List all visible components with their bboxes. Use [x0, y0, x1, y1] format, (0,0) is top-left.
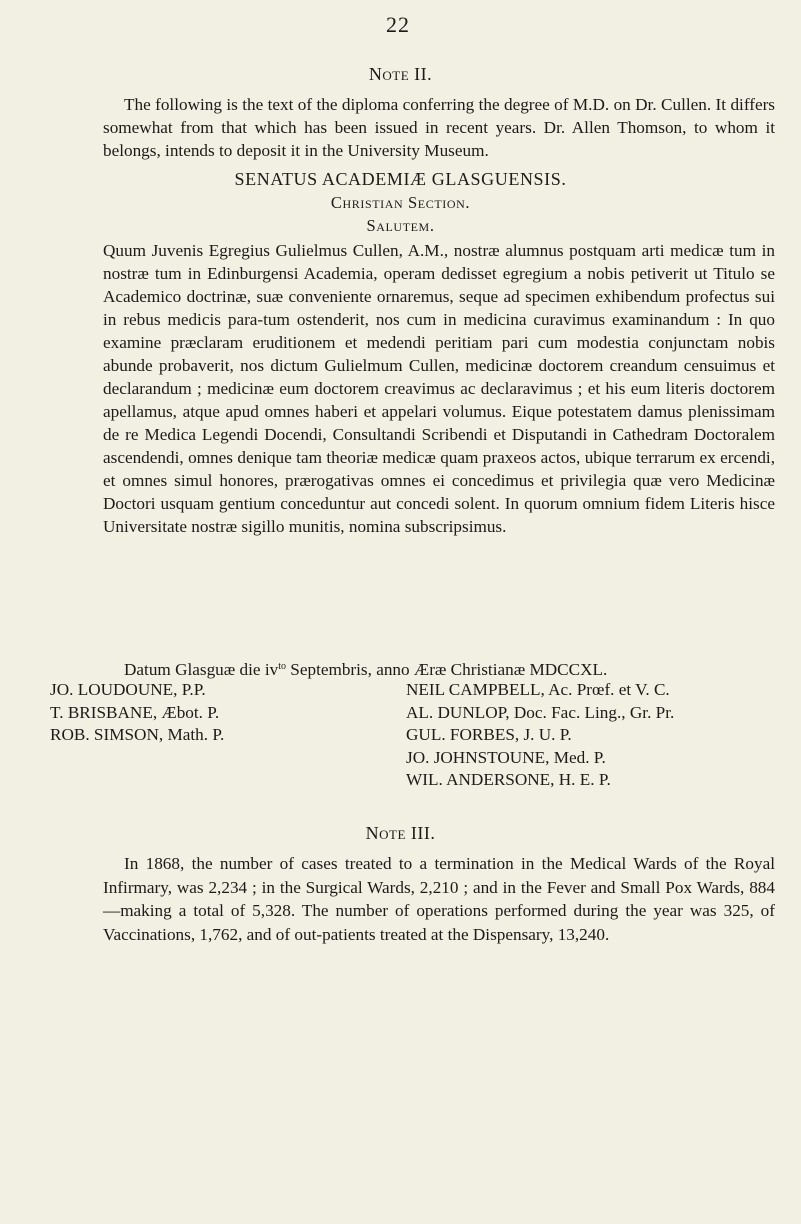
signature-line: AL. DUNLOP, Doc. Fac. Ling., Gr. Pr.	[406, 702, 675, 722]
page-number: 22	[386, 12, 410, 37]
latin-diploma-body: Quum Juvenis Egregius Gulielmus Cullen, A.M., nostræ alumnus postquam arti medicæ tum in nostræ tum in Edinburgensi Academia, operam dedisset egregium a nobis petiverit ut Titulo se Academico doctrinæ, suæ conveniente ornaremus, seque ad specimen exhibendum profectus sui in rebus medicis para-tum ostenderit, nos cum in medicina curavimus examinandum : In quo examine præclaram eruditionem et medendi peritiam pari cum modestia conjunctam nobis abunde probaverit, nos dictum Gulielmum Cullen, medicinæ doctorem creandum censuimus et declarandum ; medicinæ eum doctorem creavimus ac declaravimus ; et his eum literis doctorem apellamus, atque apud omnes haberi et appelari volumus. Eique potestatem damus plenissimam de re Medica Legendi Docendi, Consultandi Scribendi et Disputandi in Cathedram Doctoralem ascendendi, omnes denique tam theoriæ medicæ quam praxeos actos, ubique terrarum ex ercendi, et omnes simul honores, prærogativas omnes ei concedimus et privilegia quæ vero Medicinæ Doctori usquam gentium conceduntur aut concedi solent. In quorum omnium fidem Literis hisce Universitate nostræ sigillo munitis, nomina subscripsimus.	[103, 241, 775, 536]
signature-line: GUL. FORBES, J. U. P.	[406, 725, 572, 744]
signatures-left	[50, 679, 224, 747]
note-ii-heading: Note II.	[368, 64, 433, 84]
datum-line	[103, 655, 775, 681]
datum-pre: Datum Glasguæ die iv	[124, 660, 279, 679]
section-line: Christian Section.	[330, 193, 471, 212]
datum-sup: to	[278, 661, 286, 672]
note-ii-intro: The following is the text of the diploma conferring the degree of M.D. on Dr. Cullen. It differs somewhat from that which has been issued in recent years. Dr. Allen Thomson, to whom it belongs, intends to deposit it in the University Museum.	[103, 95, 775, 160]
salutem-line: Salutem.	[366, 216, 435, 235]
signature-line: JO. LOUDOUNE, P.P.	[50, 680, 206, 699]
note-iii-heading: Note III.	[365, 823, 436, 843]
signature-line: NEIL CAMPBELL, Ac. Prœf. et V. C.	[406, 680, 670, 699]
signature-line: ROB. SIMSON, Math. P.	[50, 725, 225, 744]
senatus-title: SENATUS ACADEMIÆ GLASGUENSIS.	[234, 169, 567, 189]
signature-line: JO. JOHNSTOUNE, Med. P.	[406, 747, 606, 767]
note-iii-body: In 1868, the number of cases treated to a termination in the Medical Wards of the Royal Infirmary, was 2,234 ; in the Surgical Wards, 2,210 ; and in the Fever and Small Pox Wards, 884—making a total of 5,328. The number of operations performed during the year was 325, of Vaccinations, 1,762, and of out-patients treated at the Dispensary, 13,240.	[103, 854, 775, 944]
signature-line: WIL. ANDERSONE, H. E. P.	[406, 770, 611, 789]
datum-post: Septembris, anno Æræ Christianæ MDCCXL.	[285, 660, 608, 679]
signature-line: T. BRISBANE, Æbot. P.	[50, 702, 220, 722]
signatures-right	[406, 679, 674, 792]
